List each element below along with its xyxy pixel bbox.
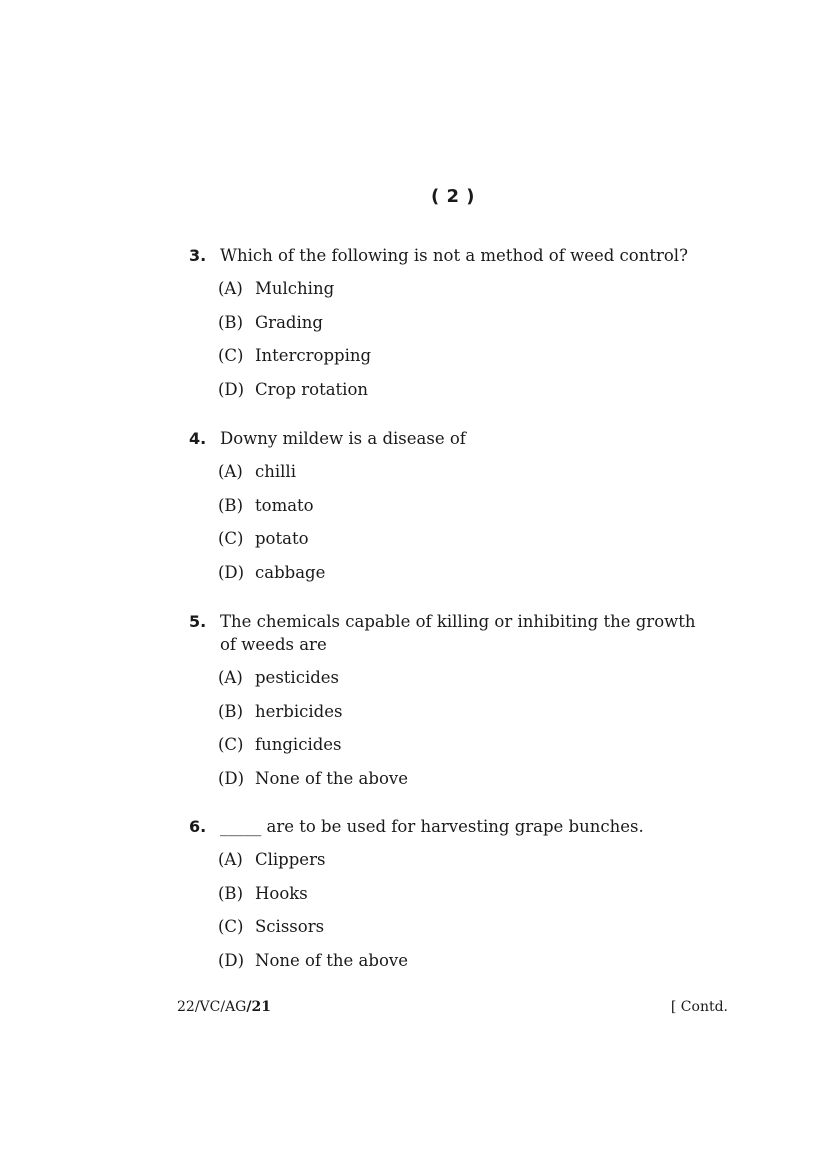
question-stem (189, 610, 699, 656)
option-a (218, 666, 699, 700)
option-letter: (A) (218, 668, 243, 687)
option-a (218, 460, 699, 494)
option-letter: (B) (218, 701, 243, 721)
option-letter: (B) (218, 312, 243, 332)
option-letter: (C) (218, 917, 244, 936)
question-number: 3. (189, 246, 207, 265)
option-letter: (A) (218, 462, 243, 481)
option-letter: (D) (218, 768, 245, 788)
option-letter: (D) (218, 950, 245, 970)
option-text: tomato (255, 495, 314, 515)
option-letter: (C) (218, 735, 244, 754)
option-letter: (A) (218, 850, 243, 869)
question-stem (189, 244, 699, 267)
question-number: 5. (189, 612, 207, 631)
option-d (218, 949, 699, 983)
option-letter: (A) (218, 279, 243, 298)
option-b (218, 882, 699, 916)
option-list (218, 277, 699, 411)
option-b (218, 700, 699, 734)
option-list (218, 460, 699, 594)
option-letter: (C) (218, 529, 244, 548)
option-d (218, 378, 699, 412)
option-d (218, 767, 699, 801)
option-c (218, 344, 699, 378)
option-text: None of the above (255, 768, 408, 788)
option-letter: (D) (218, 562, 245, 582)
question-text: The chemicals capable of killing or inhibiting the growth of weeds are (220, 612, 696, 654)
option-a (218, 848, 699, 882)
option-text: Hooks (255, 883, 308, 903)
paper-code-suffix: /21 (246, 999, 271, 1015)
continued-marker: [ Contd. (670, 999, 728, 1015)
paper-code (177, 999, 271, 1015)
option-text: Mulching (255, 279, 335, 298)
option-text: Grading (255, 312, 323, 332)
option-text: potato (255, 529, 309, 548)
option-text: fungicides (255, 735, 342, 754)
option-text: Clippers (255, 850, 326, 869)
page-number: ( 2 ) (430, 186, 475, 207)
option-text: pesticides (255, 668, 340, 687)
question-stem (189, 427, 699, 450)
paper-code-prefix: 22/VC/AG (177, 999, 247, 1015)
question-6 (189, 815, 699, 982)
option-text: herbicides (255, 701, 343, 721)
question-4 (189, 427, 699, 594)
question-text: Downy mildew is a disease of (220, 429, 466, 448)
option-c (218, 527, 699, 561)
question-number: 4. (189, 429, 207, 448)
option-text: Crop rotation (255, 379, 369, 399)
question-stem (189, 815, 699, 838)
question-text: _____ are to be used for harvesting grape bunches. (220, 817, 644, 836)
question-number: 6. (189, 817, 207, 836)
question-3 (189, 244, 699, 411)
option-a (218, 277, 699, 311)
question-text: Which of the following is not a method of weed control? (220, 246, 688, 265)
option-text: Intercropping (255, 346, 372, 365)
option-letter: (C) (218, 346, 244, 365)
option-c (218, 733, 699, 767)
option-letter: (B) (218, 883, 243, 903)
option-text: Scissors (255, 917, 325, 936)
option-d (218, 561, 699, 595)
option-letter: (B) (218, 495, 243, 515)
option-text: chilli (255, 462, 296, 481)
question-5 (189, 610, 699, 800)
option-text: None of the above (255, 950, 408, 970)
option-b (218, 494, 699, 528)
option-text: cabbage (255, 562, 326, 582)
option-list (218, 666, 699, 800)
option-letter: (D) (218, 379, 245, 399)
option-list (218, 848, 699, 982)
option-b (218, 311, 699, 345)
option-c (218, 915, 699, 949)
